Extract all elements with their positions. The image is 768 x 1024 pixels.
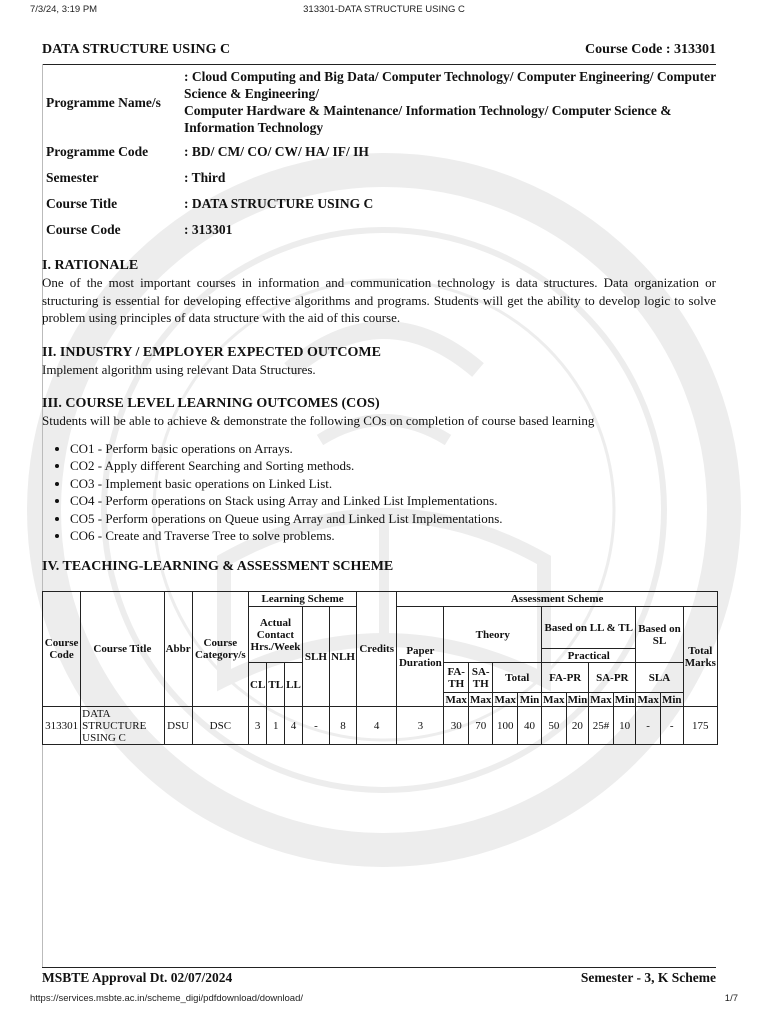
- col-credits-header: Credits: [357, 592, 397, 707]
- col-cl-header: CL: [248, 663, 266, 707]
- footer-approval-date: MSBTE Approval Dt. 02/07/2024: [42, 970, 233, 985]
- rationale-text: One of the most important courses in information and communication technology is data structures. Data organization or structuring is essential for developing effective algorithms and programs. Students will get the ability to develop logic to solve problem using principles of data structure with the aid of this course.: [42, 275, 716, 325]
- cell-paper-duration: 3: [397, 707, 444, 745]
- cos-list-item: • CO6 - Create and Traverse Tree to solve problems.: [70, 527, 716, 545]
- course-title-value: : DATA STRUCTURE USING C: [184, 195, 374, 211]
- rationale-heading: I. RATIONALE: [42, 258, 139, 273]
- cell-fa-pr-max: 50: [542, 707, 567, 745]
- programme-names-line2: Computer Hardware & Maintenance/ Information Technology/ Computer Science & Information Technology: [184, 103, 672, 135]
- min-header: Min: [614, 693, 635, 706]
- cell-cl: 3: [248, 707, 266, 745]
- info-row-programme-code: [42, 138, 716, 164]
- programme-code-label: Programme Code: [46, 143, 149, 159]
- cell-tl: 1: [267, 707, 285, 745]
- col-course-title-header: Course Title: [81, 592, 164, 707]
- cell-total-max: 100: [493, 707, 518, 745]
- info-row-course-title: [42, 190, 716, 216]
- min-header: Min: [517, 693, 541, 707]
- col-abbr-header: Abbr: [164, 592, 192, 707]
- document-body: [42, 66, 716, 575]
- header-course-code: Course Code : 313301: [584, 42, 716, 57]
- document-footer: [42, 970, 716, 988]
- min-header: Min: [661, 693, 682, 706]
- cell-ll: 4: [285, 707, 303, 745]
- cell-sla-max: -: [636, 707, 661, 745]
- cell-sa-pr-min: 10: [613, 707, 636, 745]
- print-url: https://services.msbte.ac.in/scheme_digi/pdfdownload/download/: [30, 993, 304, 1004]
- semester-label: Semester: [46, 169, 99, 185]
- course-info-table: [42, 66, 716, 242]
- col-course-code-header: Course Code: [43, 592, 81, 707]
- cell-course-code: 313301: [43, 707, 81, 745]
- sla-header: SLA: [636, 663, 683, 693]
- cell-course-title: DATA STRUCTURE USING C: [81, 707, 164, 745]
- info-row-course-code: [42, 216, 716, 242]
- max-header: Max: [637, 693, 659, 706]
- min-header: Min: [567, 693, 588, 706]
- cos-list-item: • CO2 - Apply different Searching and Sorting methods.: [70, 457, 716, 475]
- cell-category: DSC: [192, 707, 248, 745]
- fa-th-header: FA-TH: [444, 663, 469, 693]
- cos-list-item: • CO1 - Perform basic operations on Arrays.: [70, 440, 716, 458]
- print-page-indicator: 1/7: [724, 993, 738, 1004]
- col-tl-header: TL: [267, 663, 285, 707]
- cell-sla-min: -: [660, 707, 683, 745]
- cell-abbr: DSU: [164, 707, 192, 745]
- max-header: Max: [445, 693, 467, 706]
- cell-sa-th-max: 70: [468, 707, 493, 745]
- col-total-marks-header: Total Marks: [683, 607, 717, 707]
- cell-total-marks: 175: [683, 707, 717, 745]
- cell-fa-pr-min: 20: [566, 707, 589, 745]
- semester-value: : Third: [184, 169, 226, 185]
- document-header: [42, 42, 716, 65]
- browser-print-footer: [30, 993, 738, 1007]
- max-header: Max: [543, 693, 565, 706]
- header-course-name: DATA STRUCTURE USING C: [42, 42, 231, 57]
- theory-header: Theory: [444, 607, 542, 663]
- cos-list: [42, 440, 716, 545]
- course-title-label: Course Title: [46, 195, 118, 211]
- cell-fa-th-max: 30: [444, 707, 469, 745]
- col-paper-duration-header: Paper Duration: [397, 607, 444, 707]
- programme-names-line1: : Cloud Computing and Big Data/ Computer Technology/ Computer Engineering/ Computer Science & Engineering/: [184, 69, 716, 101]
- based-sl-header: Based on SL: [636, 607, 683, 663]
- industry-text: Implement algorithm using relevant Data Structures.: [42, 361, 316, 377]
- course-code-label: Course Code: [46, 221, 121, 237]
- course-code-value: : 313301: [184, 221, 233, 237]
- actual-contact-header: Actual Contact Hrs./Week: [248, 607, 302, 663]
- assessment-scheme-header: Assessment Scheme: [397, 592, 718, 607]
- industry-heading: II. INDUSTRY / EMPLOYER EXPECTED OUTCOME: [42, 344, 381, 360]
- based-ll-tl-header: Based on LL & TL: [542, 607, 636, 649]
- cell-sa-pr-max: 25#: [589, 707, 614, 745]
- table-row: [43, 707, 718, 745]
- cell-total-min: 40: [517, 707, 541, 745]
- scheme-heading: IV. TEACHING-LEARNING & ASSESSMENT SCHEME: [42, 558, 394, 574]
- print-tab-title: 313301-DATA STRUCTURE USING C: [303, 4, 465, 15]
- info-row-programme-names: [42, 66, 716, 138]
- sa-th-header: SA-TH: [468, 663, 493, 693]
- teaching-assessment-scheme-table: [42, 591, 718, 745]
- programme-names-label: Programme Name/s: [46, 94, 161, 110]
- cell-credits: 4: [357, 707, 397, 745]
- sa-pr-header: SA-PR: [589, 663, 636, 693]
- col-ll-header: LL: [285, 663, 303, 707]
- cos-heading: III. COURSE LEVEL LEARNING OUTCOMES (COS): [42, 396, 380, 411]
- theory-total-header: Total: [493, 663, 542, 693]
- cell-slh: -: [302, 707, 329, 745]
- footer-rule: [42, 967, 716, 968]
- programme-code-value: : BD/ CM/ CO/ CW/ HA/ IF/ IH: [184, 143, 369, 159]
- cos-list-item: • CO4 - Perform operations on Stack using Array and Linked List Implementations.: [70, 492, 716, 510]
- browser-print-header: [30, 4, 738, 20]
- max-header: Max: [494, 693, 516, 706]
- programme-names-value: [184, 66, 716, 138]
- practical-header: Practical: [542, 649, 636, 663]
- max-header: Max: [470, 693, 492, 706]
- cos-list-item: • CO3 - Implement basic operations on Linked List.: [70, 475, 716, 493]
- cell-nlh: 8: [329, 707, 356, 745]
- info-row-semester: [42, 164, 716, 190]
- max-header: Max: [590, 693, 612, 706]
- learning-scheme-header: Learning Scheme: [248, 592, 356, 607]
- col-category-header: Course Category/s: [192, 592, 248, 707]
- print-timestamp: 7/3/24, 3:19 PM: [30, 4, 98, 15]
- cos-intro: Students will be able to achieve & demonstrate the following COs on completion of course based learning: [42, 413, 595, 428]
- col-slh-header: SLH: [302, 607, 329, 707]
- col-nlh-header: NLH: [329, 607, 356, 707]
- fa-pr-header: FA-PR: [542, 663, 589, 693]
- cos-list-item: • CO5 - Perform operations on Queue using Array and Linked List Implementations.: [70, 510, 716, 528]
- footer-semester-scheme: Semester - 3, K Scheme: [580, 970, 716, 985]
